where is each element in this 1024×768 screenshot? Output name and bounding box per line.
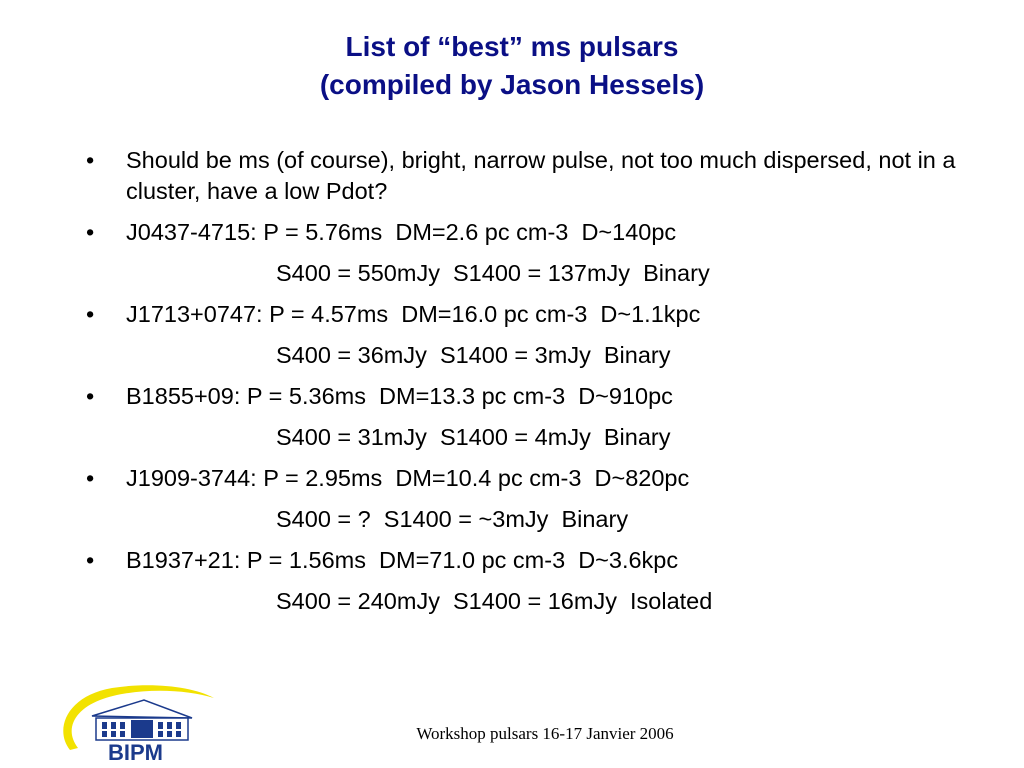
title-line-1: List of “best” ms pulsars (345, 31, 679, 62)
bullet-item-pulsar (86, 217, 986, 248)
bullet-marker: • (86, 147, 95, 173)
pulsar-flux: S400 = 240mJy S1400 = 16mJy Isolated (276, 588, 713, 614)
pulsar-flux: S400 = 31mJy S1400 = 4mJy Binary (276, 424, 671, 450)
bullet-list (86, 145, 986, 627)
bullet-marker: • (86, 219, 95, 245)
pulsar-flux: S400 = ? S1400 = ~3mJy Binary (276, 506, 629, 532)
bullet-marker: • (86, 465, 95, 491)
bipm-building-logo (52, 678, 222, 764)
bullet-item-criteria (86, 145, 986, 207)
pulsar-params: B1855+09: P = 5.36ms DM=13.3 pc cm-3 D~910pc (126, 383, 673, 409)
pulsar-params: B1937+21: P = 1.56ms DM=71.0 pc cm-3 D~3.6kpc (126, 547, 679, 573)
bullet-text: Should be ms (of course), bright, narrow pulse, not too much dispersed, not in a cluster, have a low Pdot? (126, 147, 956, 204)
pulsar-flux: S400 = 36mJy S1400 = 3mJy Binary (276, 342, 671, 368)
title-line-2: (compiled by Jason Hessels) (319, 69, 705, 100)
logo-windows (102, 720, 181, 738)
footer-text: Workshop pulsars 16-17 Janvier 2006 (416, 724, 674, 743)
bullet-marker: • (86, 383, 95, 409)
bullet-marker: • (86, 301, 95, 327)
pulsar-flux: S400 = 550mJy S1400 = 137mJy Binary (276, 260, 710, 286)
bullet-item-pulsar (86, 299, 986, 330)
pulsar-params: J0437-4715: P = 5.76ms DM=2.6 pc cm-3 D~140pc (126, 219, 677, 245)
bullet-marker: • (86, 547, 95, 573)
logo-text: BIPM (108, 740, 163, 764)
bullet-item-pulsar (86, 381, 986, 412)
slide-title (0, 28, 1024, 104)
bullet-item-pulsar (86, 463, 986, 494)
pulsar-params: J1909-3744: P = 2.95ms DM=10.4 pc cm-3 D~820pc (126, 465, 690, 491)
logo-roof (92, 700, 192, 718)
pulsar-params: J1713+0747: P = 4.57ms DM=16.0 pc cm-3 D~1.1kpc (126, 301, 701, 327)
bullet-item-pulsar (86, 545, 986, 576)
